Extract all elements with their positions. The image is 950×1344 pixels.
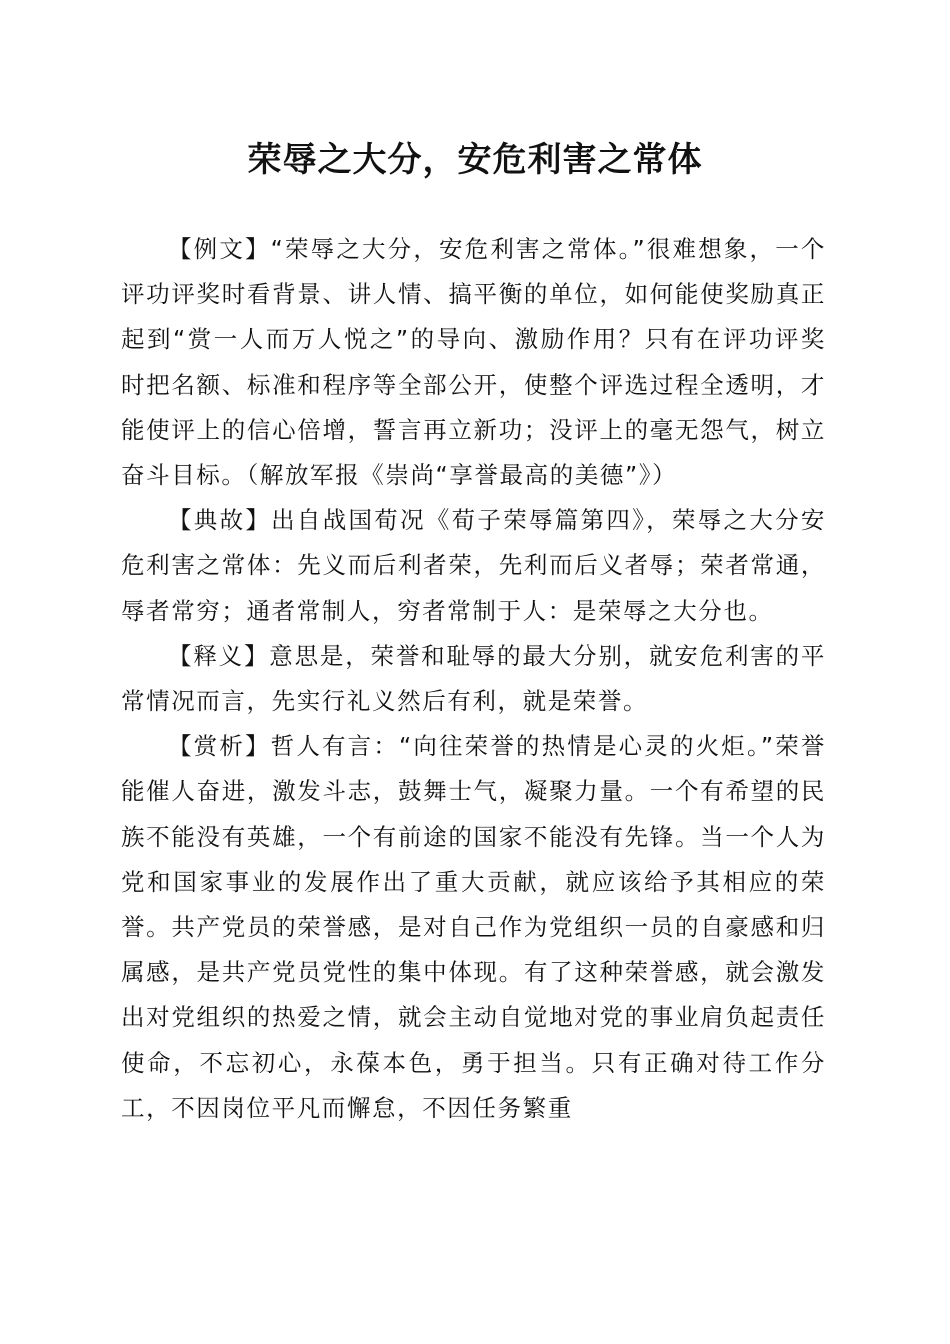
paragraph-example: 【例文】“荣辱之大分，安危利害之常体。”很难想象，一个评功评奖时看背景、讲人情、搞平衡的单位，如何能使奖励真正起到“赏一人而万人悦之”的导向、激励作用？只有在评功评奖时把名额、标准和程序等全部公开，使整个评选过程全透明，才能使评上的信心倍增，誓言再立新功；没评上的毫无怨气，树立奋斗目标。（解放军报《崇尚“享誉最高的美德”》） xyxy=(121,235,826,490)
page-title: 荣辱之大分，安危利害之常体 xyxy=(247,140,703,180)
paragraph-interpretation: 【释义】意思是，荣誉和耻辱的最大分别，就安危利害的平常情况而言，先实行礼义然后有利，就是荣誉。 xyxy=(121,641,826,716)
paragraph-appreciation: 【赏析】哲人有言：“向往荣誉的热情是心灵的火炬。”荣誉能催人奋进，激发斗志，鼓舞士气，凝聚力量。一个有希望的民族不能没有英雄，一个有前途的国家不能没有先锋。当一个人为党和国家事业的发展作出了重大贡献，就应该给予其相应的荣誉。共产党员的荣誉感，是对自己作为党组织一员的自豪感和归属感，是共产党员党性的集中体现。有了这种荣誉感，就会激发出对党组织的热爱之情，就会主动自觉地对党的事业肩负起责任使命，不忘初心，永葆本色，勇于担当。只有正确对待工作分工，不因岗位平凡而懈怠，不因任务繁重 xyxy=(121,732,826,1122)
paragraph-allusion: 【典故】出自战国荀况《荀子荣辱篇第四》，荣辱之大分安危利害之常体：先义而后利者荣，先利而后义者辱；荣者常通，辱者常穷；通者常制人，穷者常制于人：是荣辱之大分也。 xyxy=(121,506,826,625)
document-body xyxy=(121,227,826,1131)
